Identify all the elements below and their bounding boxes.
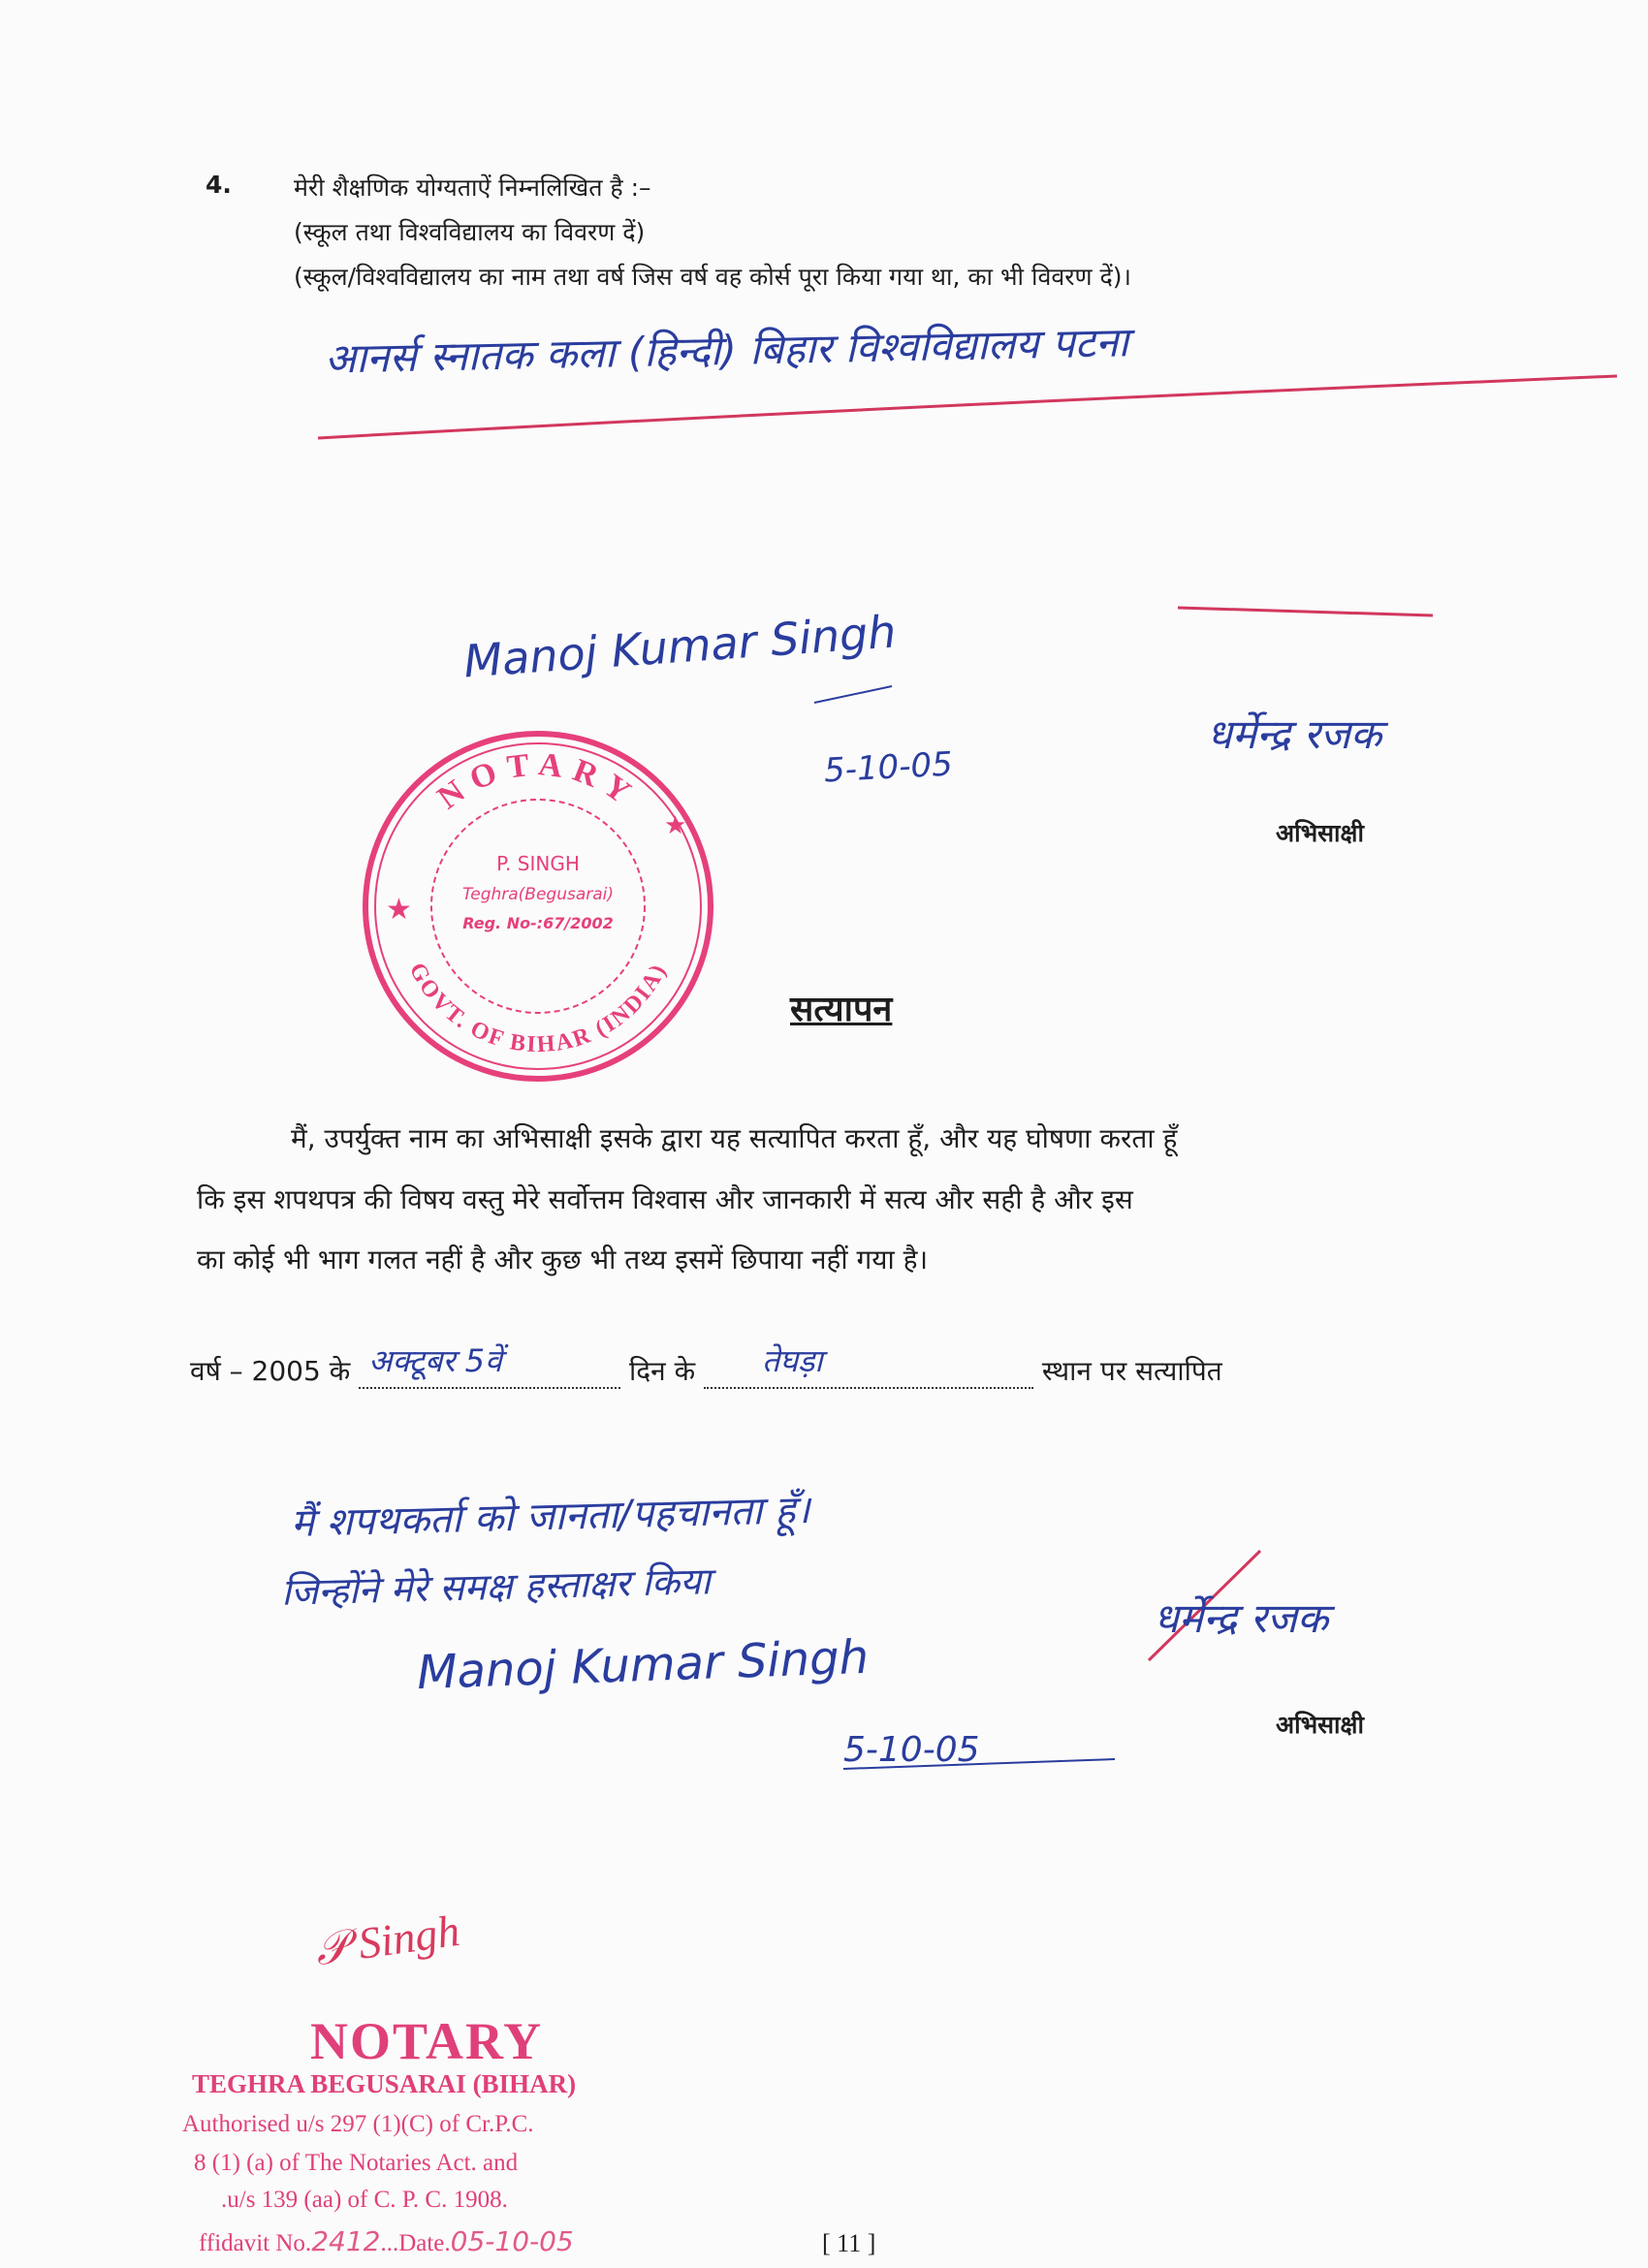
affidavit-prefix: ffidavit No. bbox=[199, 2230, 312, 2256]
verification-line-3: का कोई भी भाग गलत नहीं है और कुछ भी तथ्य इसमें छिपाया नहीं गया है। bbox=[197, 1244, 929, 1276]
deponent-signature-bottom: धर्मेन्द्र रजक bbox=[1154, 1594, 1329, 1642]
seal-top-text: NOTARY bbox=[430, 746, 646, 817]
notary-date-top: 5-10-05 bbox=[823, 744, 954, 791]
notary-stamp-line-2: Authorised u/s 297 (1)(C) of Cr.P.C. bbox=[182, 2111, 534, 2137]
notary-stamp-signature: 𝒫 Singh bbox=[312, 1905, 463, 1975]
notary-stamp-line-4: .u/s 139 (aa) of C. P. C. 1908. bbox=[221, 2187, 508, 2213]
deponent-label-top: अभिसाक्षी bbox=[1276, 819, 1364, 847]
date-month-handwritten: अक्टूबर 5वें bbox=[368, 1342, 502, 1379]
handwritten-qualification: आनर्स स्नातक कला (हिन्दी) बिहार विश्वविद्यालय पटना bbox=[324, 318, 1129, 383]
notary-stamp-title: NOTARY bbox=[310, 2012, 544, 2070]
notary-stamp-line-1: TEGHRA BEGUSARAI (BIHAR) bbox=[192, 2069, 577, 2098]
date-place-field bbox=[704, 1342, 1033, 1389]
svg-text:NOTARY bbox=[431, 746, 645, 816]
cross-line-top bbox=[1178, 608, 1433, 615]
item-number: 4. bbox=[206, 171, 232, 199]
notary-signature-top: Manoj Kumar Singh bbox=[461, 605, 899, 688]
date-month-field bbox=[359, 1342, 620, 1389]
seal-place: Teghra(Begusarai) bbox=[461, 885, 615, 904]
verification-line-2: कि इस शपथपत्र की विषय वस्तु मेरे सर्वोत्तम विश्वास और जानकारी में सत्य और सही है और इस bbox=[197, 1183, 1133, 1215]
page-number: [ 11 ] bbox=[822, 2229, 876, 2257]
verification-date-line bbox=[190, 1342, 1222, 1389]
verification-line-1: मैं, उपर्युक्त नाम का अभिसाक्षी इसके द्वारा यह सत्यापित करता हूँ, और यह घोषणा करता हूँ bbox=[291, 1122, 1178, 1154]
affidavit-date: 05-10-05 bbox=[450, 2225, 574, 2257]
date-mid: दिन के bbox=[629, 1355, 696, 1387]
notary-stamp-affidavit: ffidavit No.2412...Date.05-10-05 bbox=[199, 2225, 574, 2257]
date-place-handwritten: तेघड़ा bbox=[762, 1342, 823, 1379]
notary-seal bbox=[359, 727, 717, 1086]
deponent-label-bottom: अभिसाक्षी bbox=[1276, 1711, 1364, 1739]
seal-star-right: ★ bbox=[664, 811, 687, 840]
qualification-note-1: (स्कूल तथा विश्वविद्यालय का विवरण दें) bbox=[294, 218, 646, 246]
date-suffix: स्थान पर सत्यापित bbox=[1041, 1355, 1222, 1387]
notary-date-bottom: 5-10-05 bbox=[843, 1730, 980, 1770]
date-prefix: वर्ष – 2005 के bbox=[190, 1355, 351, 1387]
notary-signature-bottom: Manoj Kumar Singh bbox=[416, 1629, 870, 1701]
notary-note-line-1: मैं शपथकर्ता को जानता/पहचानता हूँ। bbox=[290, 1487, 811, 1547]
verification-heading: सत्यापन bbox=[790, 990, 893, 1029]
affidavit-number: 2412 bbox=[311, 2225, 381, 2257]
seal-bottom-text: GOVT. OF BIHAR (INDIA) bbox=[403, 959, 673, 1058]
qualification-note-2: (स्कूल/विश्वविद्यालय का नाम तथा वर्ष जिस वर्ष वह कोर्स पूरा किया गया था, का भी विवरण दें)। bbox=[294, 263, 1132, 291]
affidavit-date-prefix: Date. bbox=[398, 2230, 451, 2256]
seal-star-left: ★ bbox=[386, 893, 412, 927]
notary-note-line-2: जिन्होंने मेरे समक्ष हस्ताक्षर किया bbox=[280, 1559, 712, 1614]
svg-text:GOVT. OF BIHAR (INDIA) bbox=[404, 959, 672, 1057]
seal-name: P. SINGH bbox=[496, 852, 580, 875]
qualification-heading: मेरी शैक्षणिक योग्यताऐं निम्नलिखित है :– bbox=[294, 173, 651, 202]
deponent-signature-top: धर्मेन्द्र रजक bbox=[1207, 710, 1382, 758]
notary-stamp-line-3: 8 (1) (a) of The Notaries Act. and bbox=[194, 2150, 519, 2176]
seal-reg: Reg. No-:67/2002 bbox=[462, 914, 614, 932]
